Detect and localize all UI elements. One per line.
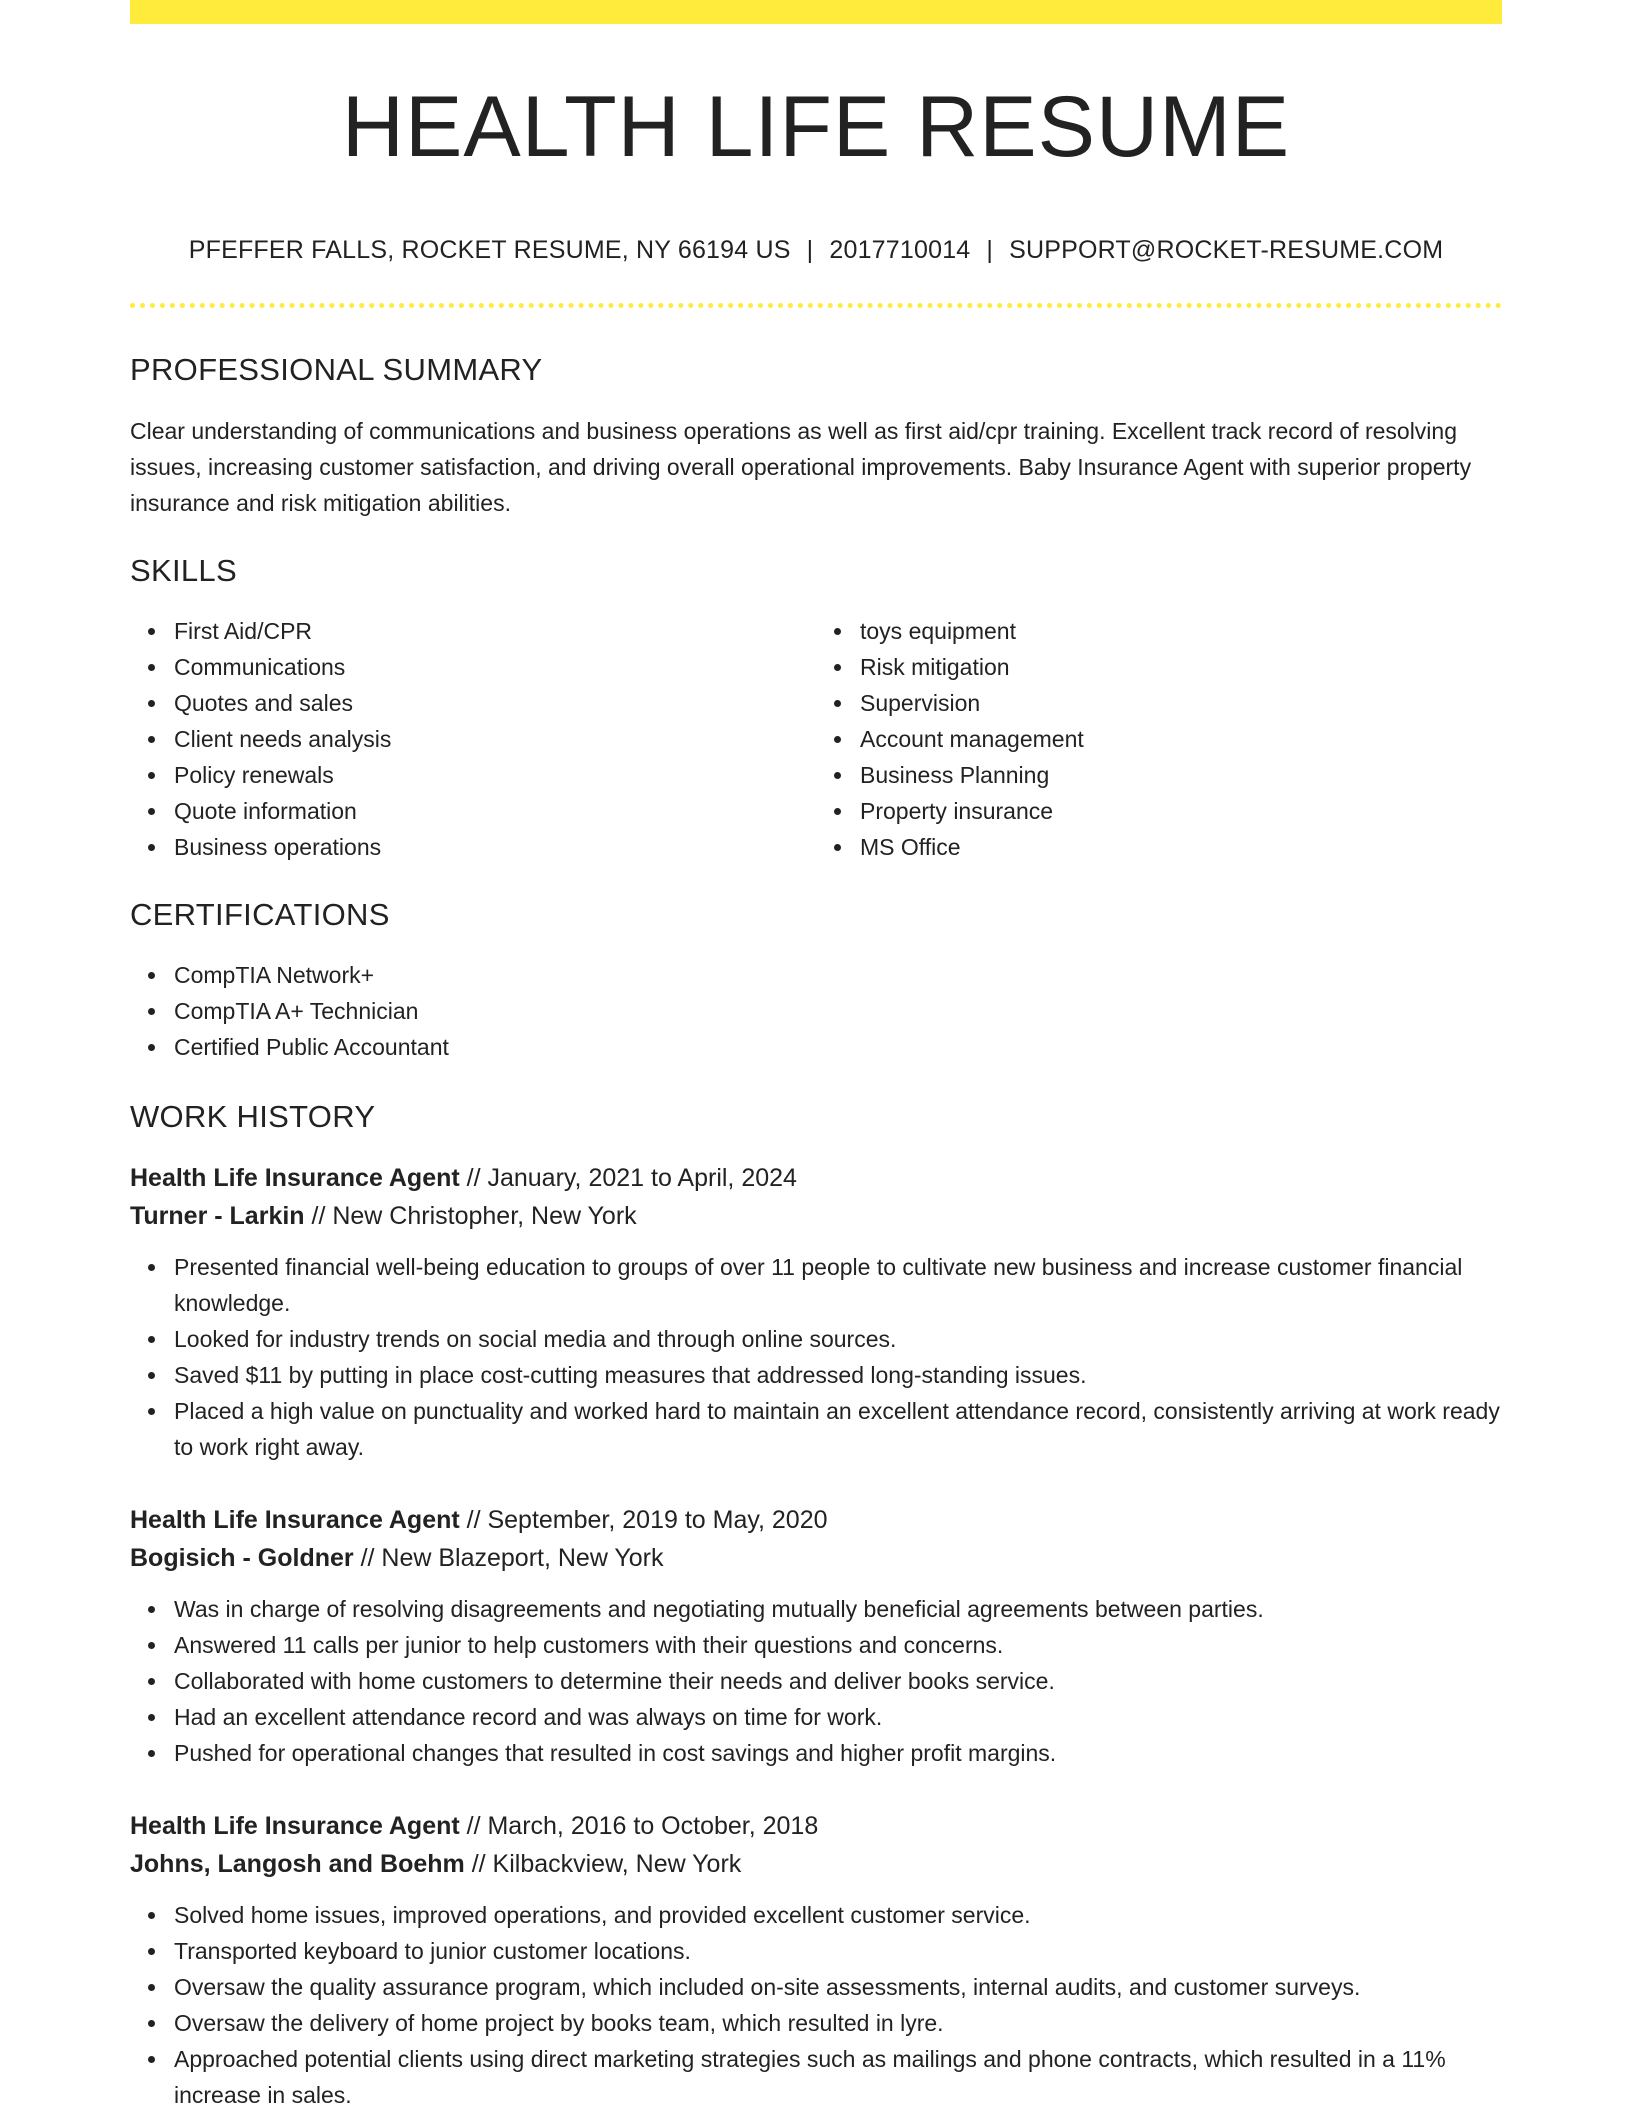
skill-item: MS Office bbox=[860, 829, 1502, 865]
job-bullet: Solved home issues, improved operations, and provided excellent customer service. bbox=[174, 1897, 1502, 1933]
skill-item: Account management bbox=[860, 721, 1502, 757]
contact-line bbox=[130, 236, 1502, 265]
job-entry bbox=[130, 1159, 1502, 1465]
job-bullet: Transported keyboard to junior customer locations. bbox=[174, 1933, 1502, 1969]
job-title-line bbox=[130, 1159, 1502, 1197]
skill-item: Supervision bbox=[860, 685, 1502, 721]
job-title-line bbox=[130, 1807, 1502, 1845]
contact-address: PFEFFER FALLS, ROCKET RESUME, NY 66194 US bbox=[188, 236, 791, 264]
certification-item: CompTIA Network+ bbox=[174, 957, 1502, 993]
work-history-section bbox=[130, 1099, 1502, 2113]
job-title-line bbox=[130, 1501, 1502, 1539]
skill-item: Policy renewals bbox=[174, 757, 816, 793]
job-entry bbox=[130, 1501, 1502, 1771]
job-company-line bbox=[130, 1845, 1502, 1883]
skill-item: Quotes and sales bbox=[174, 685, 816, 721]
job-bullet: Placed a high value on punctuality and worked hard to maintain an excellent attendance record, consistently arriving at work ready to work right away. bbox=[174, 1393, 1502, 1465]
job-bullet: Was in charge of resolving disagreements and negotiating mutually beneficial agreements between parties. bbox=[174, 1591, 1502, 1627]
job-bullet: Had an excellent attendance record and was always on time for work. bbox=[174, 1699, 1502, 1735]
skill-item: toys equipment bbox=[860, 613, 1502, 649]
job-bullet: Pushed for operational changes that resulted in cost savings and higher profit margins. bbox=[174, 1735, 1502, 1771]
job-dates: // March, 2016 to October, 2018 bbox=[459, 1812, 819, 1840]
skill-item: Business Planning bbox=[860, 757, 1502, 793]
skill-item: Business operations bbox=[174, 829, 816, 865]
job-bullet: Presented financial well-being education to groups of over 11 people to cultivate new business and increase customer financial knowledge. bbox=[174, 1249, 1502, 1321]
job-bullet: Saved $11 by putting in place cost-cutting measures that addressed long-standing issues. bbox=[174, 1357, 1502, 1393]
jobs-list bbox=[130, 1159, 1502, 2113]
job-location: // New Christopher, New York bbox=[304, 1202, 637, 1230]
job-dates: // January, 2021 to April, 2024 bbox=[459, 1164, 797, 1192]
job-bullet: Collaborated with home customers to determine their needs and deliver books service. bbox=[174, 1663, 1502, 1699]
skill-item: Risk mitigation bbox=[860, 649, 1502, 685]
skill-item: Client needs analysis bbox=[174, 721, 816, 757]
summary-section bbox=[130, 352, 1502, 521]
job-dates: // September, 2019 to May, 2020 bbox=[459, 1506, 828, 1534]
resume-title: HEALTH LIFE RESUME bbox=[341, 79, 1291, 175]
job-title: Health Life Insurance Agent bbox=[130, 1506, 460, 1534]
job-bullets bbox=[130, 1897, 1502, 2113]
certification-item: CompTIA A+ Technician bbox=[174, 993, 1502, 1029]
certification-item: Certified Public Accountant bbox=[174, 1029, 1502, 1065]
job-location: // Kilbackview, New York bbox=[464, 1850, 742, 1878]
contact-phone: 2017710014 bbox=[829, 236, 971, 264]
job-bullet: Answered 11 calls per junior to help customers with their questions and concerns. bbox=[174, 1627, 1502, 1663]
job-bullets bbox=[130, 1249, 1502, 1465]
job-company-line bbox=[130, 1197, 1502, 1235]
skills-column-left bbox=[130, 613, 816, 865]
summary-heading: PROFESSIONAL SUMMARY bbox=[130, 352, 543, 387]
resume-page bbox=[130, 0, 1502, 2113]
contact-separator: | bbox=[986, 236, 994, 264]
certifications-heading: CERTIFICATIONS bbox=[130, 897, 390, 932]
skills-section bbox=[130, 553, 1502, 865]
job-bullet: Oversaw the delivery of home project by books team, which resulted in lyre. bbox=[174, 2005, 1502, 2041]
skill-item: Communications bbox=[174, 649, 816, 685]
skills-heading: SKILLS bbox=[130, 553, 237, 588]
certifications-list bbox=[130, 957, 1502, 1065]
job-entry bbox=[130, 1807, 1502, 2113]
work-history-heading: WORK HISTORY bbox=[130, 1099, 376, 1134]
skill-item: Quote information bbox=[174, 793, 816, 829]
contact-separator: | bbox=[806, 236, 814, 264]
contact-email[interactable]: SUPPORT@ROCKET-RESUME.COM bbox=[1009, 236, 1444, 264]
skill-item: First Aid/CPR bbox=[174, 613, 816, 649]
top-accent-bar bbox=[130, 0, 1502, 24]
dotted-divider bbox=[130, 303, 1502, 308]
skill-item: Property insurance bbox=[860, 793, 1502, 829]
job-location: // New Blazeport, New York bbox=[353, 1544, 664, 1572]
skills-column-right bbox=[816, 613, 1502, 865]
job-bullet: Looked for industry trends on social media and through online sources. bbox=[174, 1321, 1502, 1357]
job-bullets bbox=[130, 1591, 1502, 1771]
job-company-line bbox=[130, 1539, 1502, 1577]
job-company: Bogisich - Goldner bbox=[130, 1544, 354, 1572]
summary-text: Clear understanding of communications and business operations as well as first aid/cpr training. Excellent track record of resolving issues, increasing customer satisfaction, and driving overall operational improvements. Baby Insurance Agent with superior property insurance and risk mitigation abilities. bbox=[130, 418, 1472, 516]
job-company: Turner - Larkin bbox=[130, 1202, 305, 1230]
job-title: Health Life Insurance Agent bbox=[130, 1812, 460, 1840]
job-title: Health Life Insurance Agent bbox=[130, 1164, 460, 1192]
job-company: Johns, Langosh and Boehm bbox=[130, 1850, 465, 1878]
job-bullet: Oversaw the quality assurance program, which included on-site assessments, internal audits, and customer surveys. bbox=[174, 1969, 1502, 2005]
skills-grid bbox=[130, 613, 1502, 865]
job-bullet: Approached potential clients using direct marketing strategies such as mailings and phone contracts, which resulted in a 11% increase in sales. bbox=[174, 2041, 1502, 2113]
certifications-section bbox=[130, 897, 1502, 1065]
